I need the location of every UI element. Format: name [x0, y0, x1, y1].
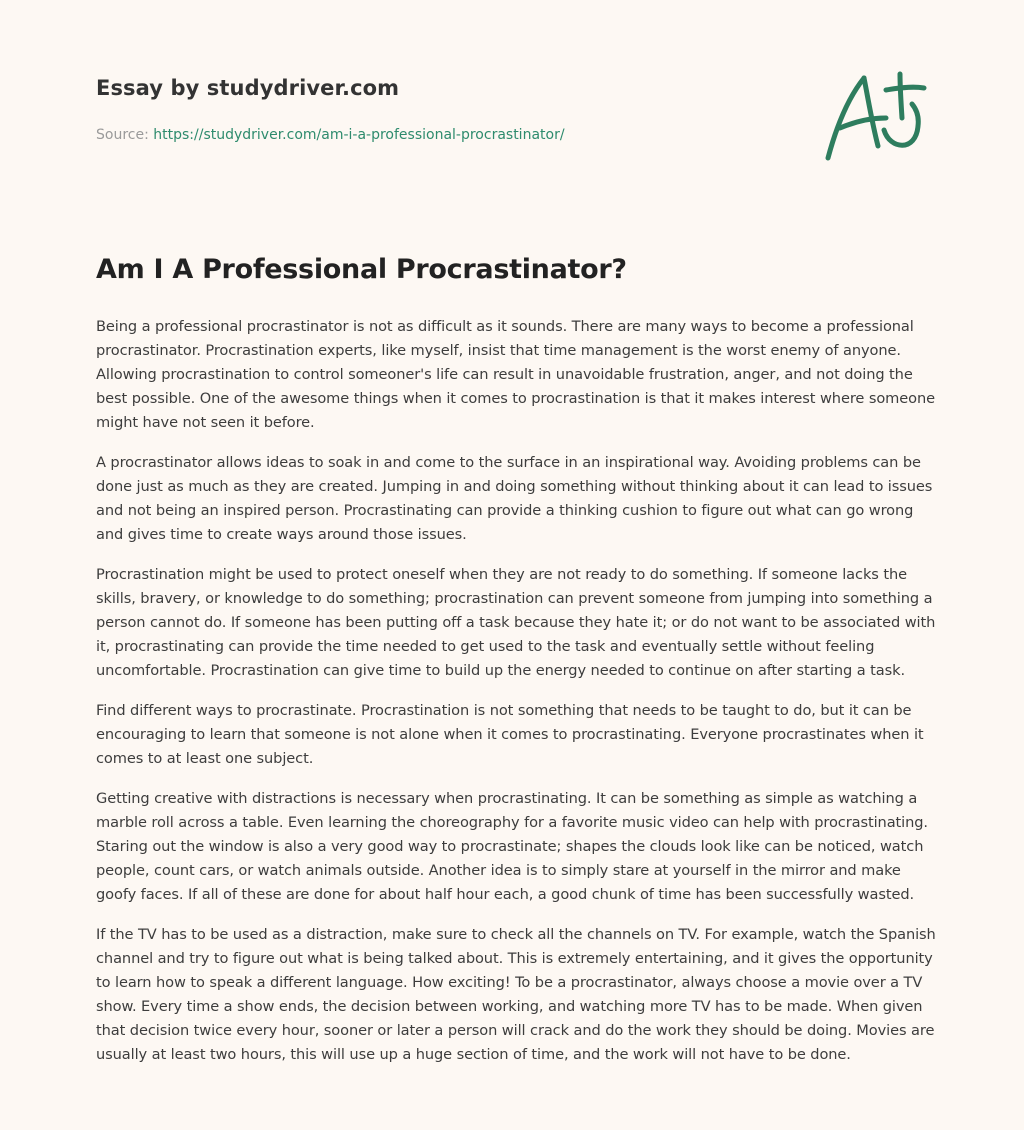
paragraph: Getting creative with distractions is necessary when procrastinating. It can be something as simple as watching a marble roll across a table. Even learning the choreography for a favorite music video can help with procrastinating. Staring out the window is also a very good way to procrastinate; shapes the clouds look like can be noticed, watch people, count cars, or watch animals outside. Another idea is to simply stare at yourself in the mirror and make goofy faces. If all of these are done for about half hour each, a good chunk of time has been successfully wasted.	[96, 790, 928, 903]
source-label: Source:	[96, 127, 149, 143]
source-link[interactable]: https://studydriver.com/am-i-a-professional-procrastinator/	[153, 127, 565, 143]
paragraph: Find different ways to procrastinate. Procrastination is not something that needs to be taught to do, but it can be encouraging to learn that someone is not alone when it comes to procrastinating. Everyone procrastinates when it comes to at least one subject.	[96, 702, 924, 767]
paragraph: A procrastinator allows ideas to soak in and come to the surface in an inspirational way. Avoiding problems can be done just as much as they are created. Jumping in and doing something without thinking about it can lead to issues and not being an inspired person. Procrastinating can provide a thinking cushion to figure out what can go wrong and gives time to create ways around those issues.	[96, 454, 933, 543]
paragraph: Being a professional procrastinator is not as difficult as it sounds. There are many ways to become a professional procrastinator. Procrastination experts, like myself, insist that time management is the worst enemy of anyone. Allowing procrastination to control someoner's life can result in unavoidable frustration, anger, and not doing the best possible. One of the awesome things when it comes to procrastination is that it makes interest where someone might have not seen it before.	[96, 318, 936, 431]
source-line	[96, 127, 796, 143]
a-plus-logo-icon	[820, 68, 930, 166]
essay-title: Am I A Professional Procrastinator?	[96, 254, 627, 285]
paragraph: Procrastination might be used to protect oneself when they are not ready to do something. If someone lacks the skills, bravery, or knowledge to do something; procrastination can prevent someone from jumping into something a person cannot do. If someone has been putting off a task because they hate it; or do not want to be associated with it, procrastinating can provide the time needed to get used to the task and eventually settle without feeling uncomfortable. Procrastination can give time to build up the energy needed to continue on after starting a task.	[96, 566, 936, 679]
essay-body	[96, 315, 936, 1083]
paragraph: If the TV has to be used as a distraction, make sure to check all the channels on TV. For example, watch the Spanish channel and try to figure out what is being talked about. This is extremely entertaining, and it gives the opportunity to learn how to speak a different language. How exciting! To be a procrastinator, always choose a movie over a TV show. Every time a show ends, the decision between working, and watching more TV has to be made. When given that decision twice every hour, sooner or later a person will crack and do the work they should be doing. Movies are usually at least two hours, this will use up a huge section of time, and the work will not have to be done.	[96, 926, 936, 1063]
brand-name: Essay by studydriver.com	[96, 76, 400, 100]
document-header	[96, 76, 796, 143]
